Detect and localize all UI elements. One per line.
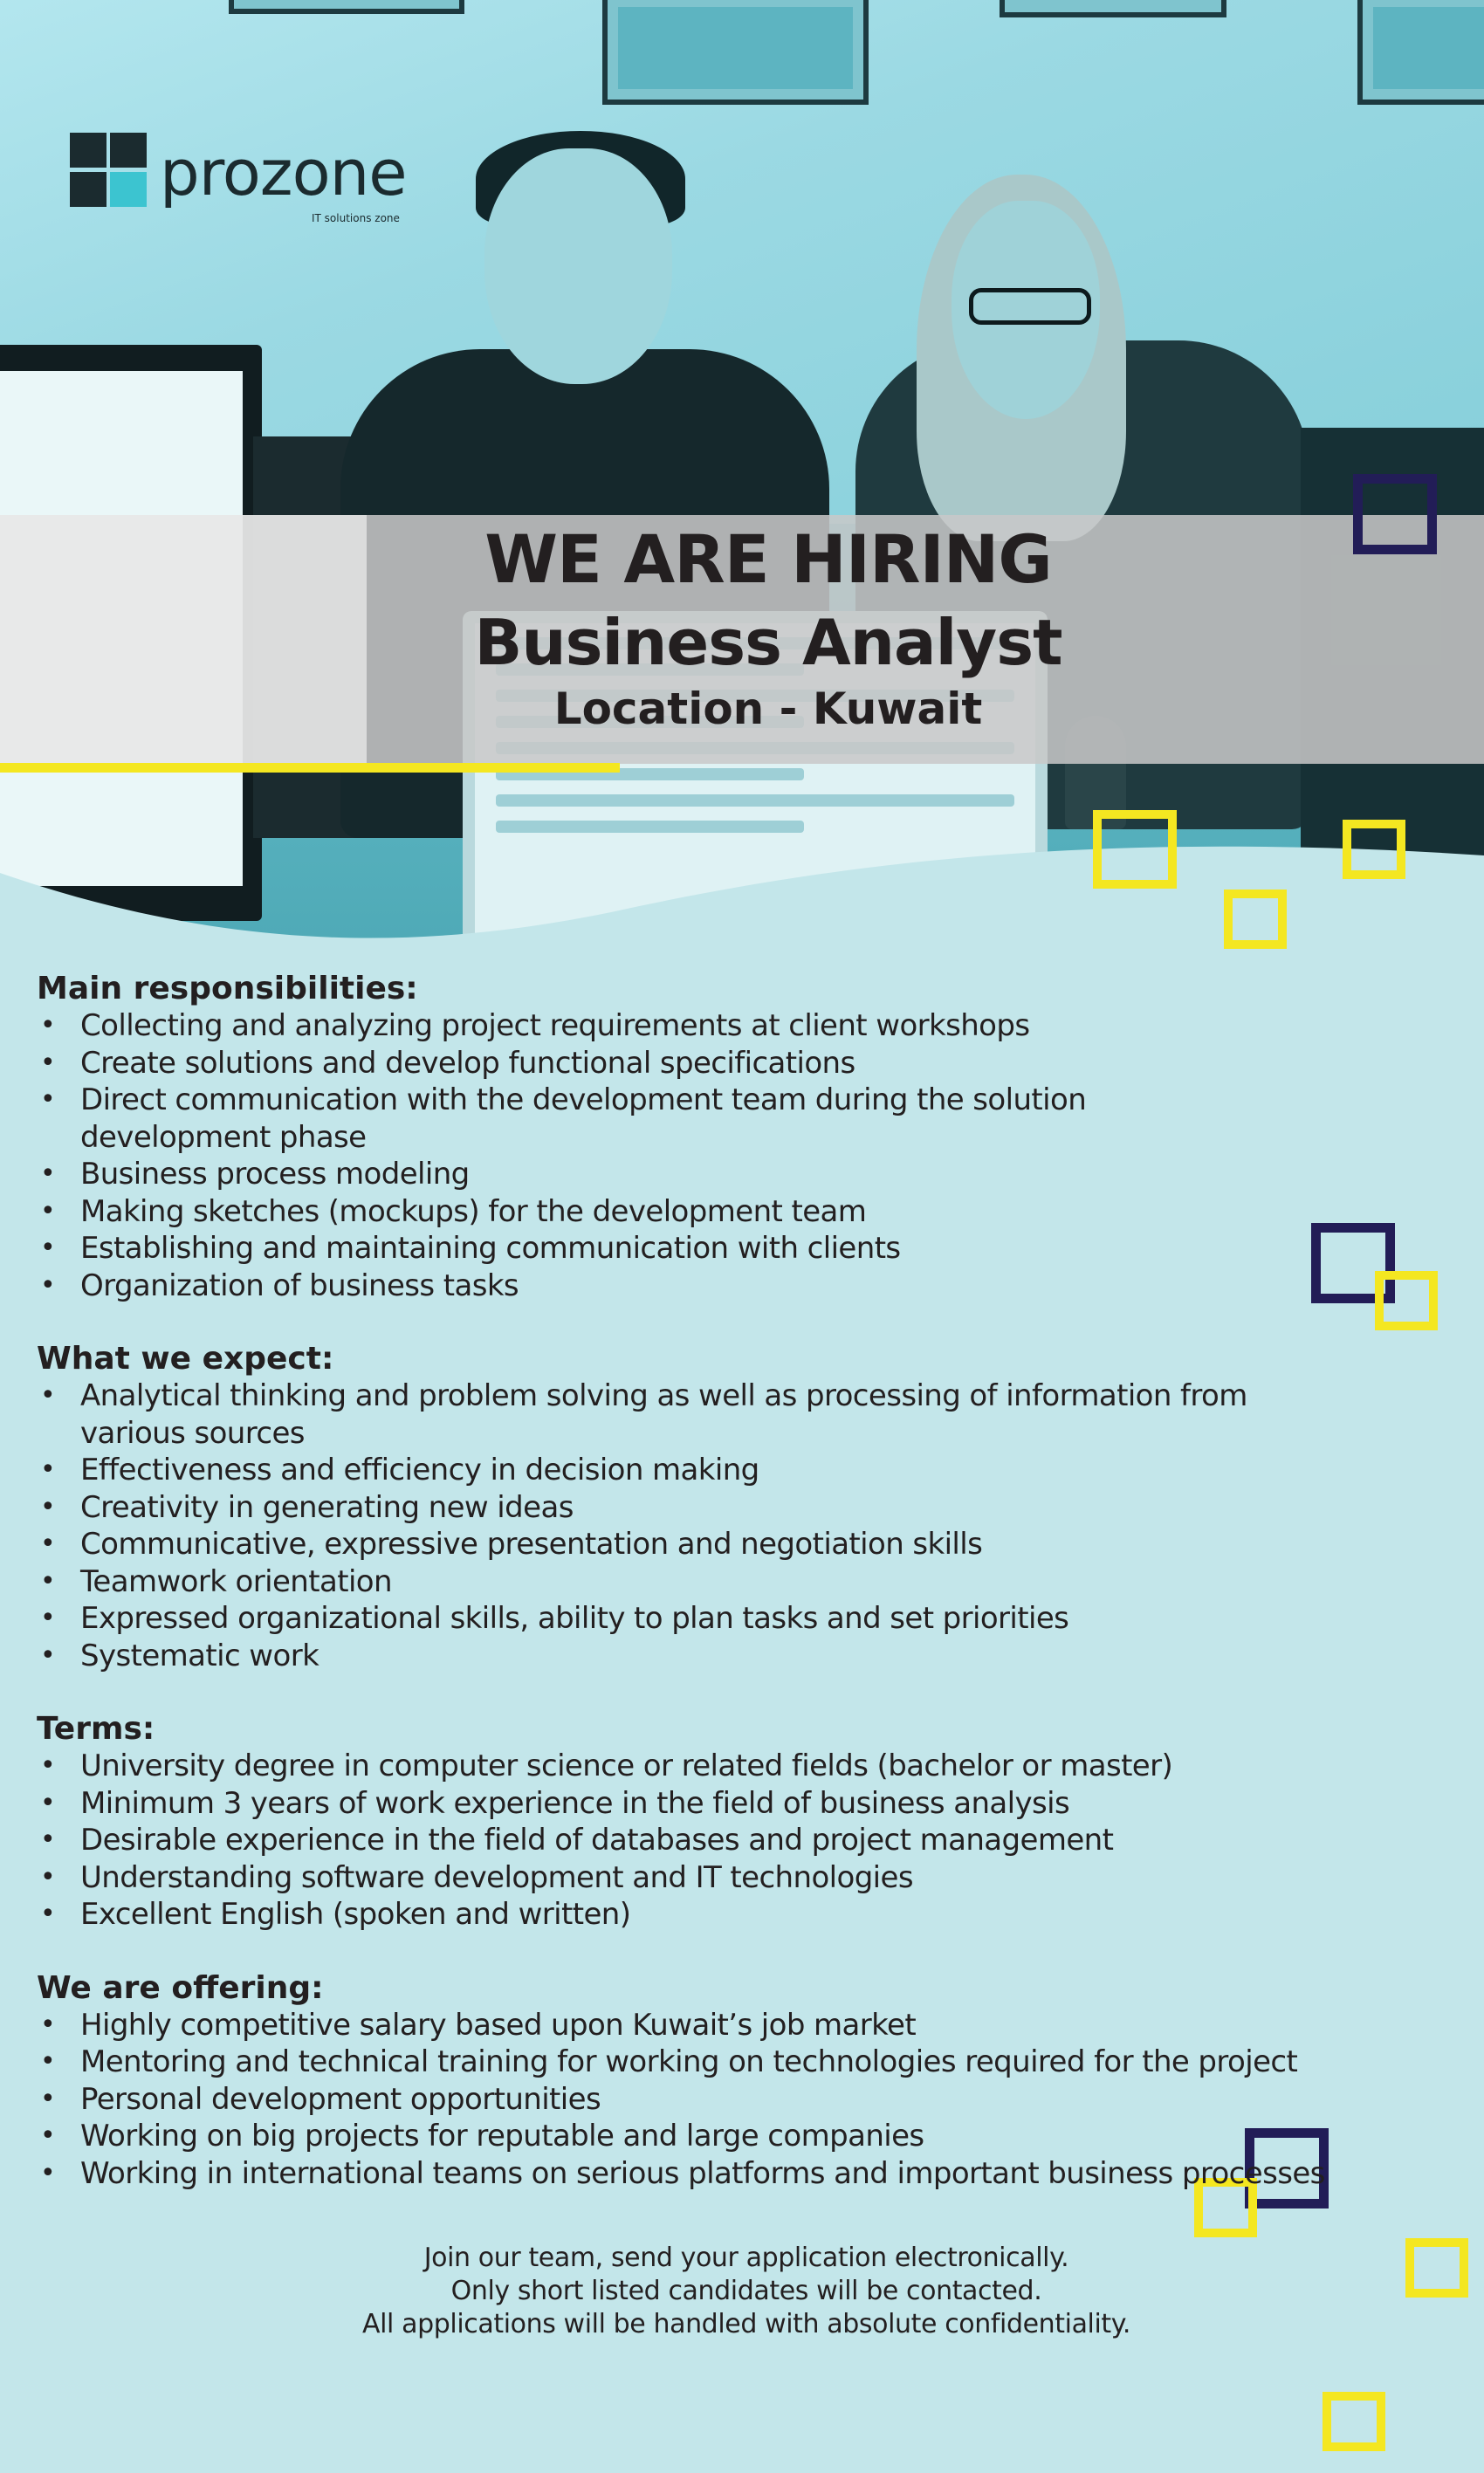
decor-square-yellow (1343, 820, 1405, 879)
section-responsibilities (37, 971, 1433, 1304)
list-item: • Creativity in generating new ideas (37, 1489, 1433, 1527)
prozone-logo (70, 133, 436, 229)
footer-line: Only short listed candidates will be contacted. (450, 2276, 1042, 2306)
list-item: • Teamwork orientation (37, 1563, 1433, 1601)
list-item: • Expressed organizational skills, ability to plan tasks and set priorities (37, 1600, 1433, 1638)
list-item: • Working on big projects for reputable and large companies (37, 2118, 1433, 2155)
list-item: • Minimum 3 years of work experience in the field of business analysis (37, 1785, 1433, 1823)
wall-picture-frame (1000, 0, 1226, 17)
wall-picture-frame (229, 0, 464, 14)
list-item: • Highly competitive salary based upon Kuwait’s job market (37, 2007, 1433, 2044)
job-title: Business Analyst (474, 606, 1062, 679)
bullet-list (37, 1377, 1433, 1674)
wall-picture-frame (1357, 0, 1484, 105)
list-item: • Establishing and maintaining communication with clients (37, 1230, 1433, 1267)
bullet-list (37, 1007, 1433, 1304)
section-offering (37, 1970, 1433, 2193)
bullet-list (37, 2007, 1433, 2193)
list-item: • Working in international teams on serious platforms and important business processes (37, 2155, 1433, 2193)
list-item: • Personal development opportunities (37, 2081, 1433, 2119)
list-item: • Excellent English (spoken and written) (37, 1896, 1433, 1934)
list-item: • Create solutions and develop functional specifications (37, 1045, 1433, 1082)
job-location: Location - Kuwait (553, 684, 983, 734)
section-heading: Terms: (37, 1711, 155, 1747)
decor-square-yellow (1323, 2392, 1385, 2451)
list-item: • Business process modeling (37, 1156, 1433, 1193)
list-item: • Collecting and analyzing project requirements at client workshops (37, 1007, 1433, 1045)
list-item: • Desirable experience in the field of databases and project management (37, 1822, 1433, 1859)
list-item: • Systematic work (37, 1638, 1433, 1675)
section-heading: Main responsibilities: (37, 971, 418, 1006)
list-item: • Mentoring and technical training for working on technologies required for the project (37, 2044, 1433, 2081)
list-item: • Communicative, expressive presentation and negotiation skills (37, 1526, 1433, 1563)
accent-line (0, 763, 620, 773)
decor-square-yellow (1093, 810, 1177, 889)
logo-tagline: IT solutions zone (312, 212, 400, 224)
list-item: • Organization of business tasks (37, 1267, 1433, 1305)
list-item: • Direct communication with the development team during the solution development phase (37, 1082, 1211, 1156)
section-terms (37, 1711, 1433, 1934)
man-head (484, 148, 672, 384)
wall-picture-frame (602, 0, 869, 105)
application-note (0, 2242, 1484, 2341)
decor-square-yellow (1224, 890, 1287, 949)
section-expectations (37, 1341, 1433, 1674)
list-item: • University degree in computer science or related fields (bachelor or master) (37, 1748, 1433, 1785)
footer-line: All applications will be handled with absolute confidentiality. (361, 2309, 1130, 2339)
decor-square-navy (1353, 474, 1437, 554)
list-item: • Analytical thinking and problem solving as well as processing of information from various sources (37, 1377, 1285, 1452)
section-heading: What we expect: (37, 1341, 334, 1377)
list-item: • Making sketches (mockups) for the development team (37, 1193, 1433, 1231)
section-heading: We are offering: (37, 1969, 324, 2006)
glasses-icon (969, 288, 1091, 325)
bullet-list (37, 1748, 1433, 1934)
hiring-headline: WE ARE HIRING (484, 520, 1052, 598)
list-item: • Understanding software development and IT technologies (37, 1859, 1433, 1897)
list-item: • Effectiveness and efficiency in decision making (37, 1452, 1433, 1489)
logo-wordmark: prozone (160, 136, 407, 210)
footer-line: Join our team, send your application electronically. (423, 2243, 1069, 2273)
logo-squares-icon (70, 133, 148, 208)
job-description (37, 971, 1433, 2229)
